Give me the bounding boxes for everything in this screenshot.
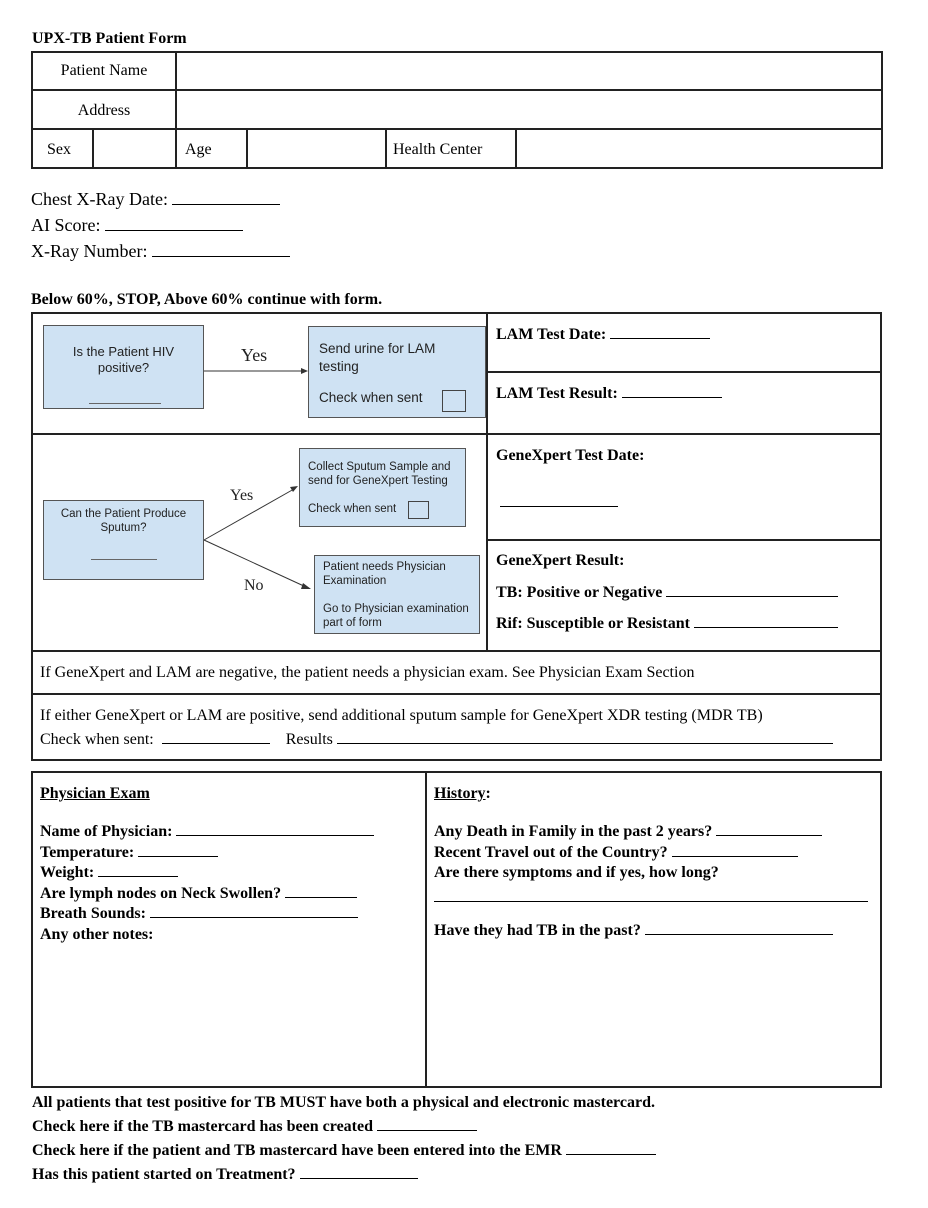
genexpert-check-label: Check when sent — [308, 503, 397, 515]
past-tb-label: Have they had TB in the past? — [434, 922, 641, 939]
physician-referral-text-1: Patient needs Physician Examination — [323, 561, 446, 587]
history-heading-row — [434, 785, 491, 803]
emr-row — [32, 1139, 656, 1163]
mastercard-created-field[interactable] — [377, 1117, 477, 1131]
sputum-yes-label: Yes — [230, 487, 254, 504]
weight-field[interactable] — [98, 863, 178, 877]
sputum-no-label: No — [244, 577, 264, 594]
lymph-nodes-label: Are lymph nodes on Neck Swollen? — [40, 884, 282, 902]
genexpert-sent-checkbox[interactable] — [408, 501, 429, 519]
xdr-check-field[interactable] — [162, 730, 270, 744]
genexpert-action-box — [299, 448, 466, 527]
temperature-row — [40, 843, 374, 864]
form-title: UPX-TB Patient Form — [32, 30, 187, 47]
other-notes-field[interactable] — [40, 950, 420, 1080]
sputum-question-text: Can the Patient Produce Sputum? — [60, 508, 187, 534]
breath-sounds-field[interactable] — [150, 904, 358, 918]
physician-name-label: Name of Physician: — [40, 823, 173, 840]
address-label: Address — [77, 102, 131, 119]
travel-row — [434, 843, 822, 864]
genexpert-result-label: GeneXpert Result: — [496, 552, 625, 569]
travel-field[interactable] — [672, 843, 798, 857]
tb-result-row — [496, 583, 838, 602]
family-death-label: Any Death in Family in the past 2 years? — [434, 823, 713, 840]
lam-check-label: Check when sent — [319, 390, 423, 405]
breath-sounds-label: Breath Sounds: — [40, 905, 146, 922]
weight-label: Weight: — [40, 864, 95, 881]
xdr-results-field[interactable] — [337, 730, 833, 744]
history-heading: History — [434, 785, 486, 802]
lam-result-label: LAM Test Result: — [496, 385, 618, 402]
temperature-field[interactable] — [138, 843, 218, 857]
mastercard-note: All patients that test positive for TB MUST have both a physical and electronic mastercard. — [32, 1094, 655, 1111]
xray-number-label: X-Ray Number: — [31, 241, 148, 261]
health-center-label: Health Center — [393, 141, 483, 158]
physician-name-row — [40, 822, 374, 843]
lymph-nodes-row — [40, 884, 374, 905]
physician-exam-fields — [40, 822, 374, 945]
rif-result-row — [496, 614, 838, 633]
genexpert-date-label: GeneXpert Test Date: — [496, 447, 645, 464]
hiv-question-text: Is the Patient HIV positive? — [72, 344, 175, 375]
tb-result-label: TB: Positive or Negative — [496, 584, 663, 601]
breath-sounds-row — [40, 904, 374, 925]
family-death-row — [434, 822, 822, 843]
hiv-yes-label: Yes — [241, 345, 268, 365]
sex-label: Sex — [47, 141, 71, 158]
treatment-field[interactable] — [300, 1165, 418, 1179]
lam-date-label: LAM Test Date: — [496, 326, 607, 343]
treatment-label: Has this patient started on Treatment? — [32, 1166, 296, 1183]
tb-result-field[interactable] — [666, 583, 838, 597]
other-notes-label: Any other notes: — [40, 925, 154, 943]
temperature-label: Temperature: — [40, 843, 135, 861]
xdr-check-row — [40, 730, 833, 749]
genexpert-date-field[interactable] — [500, 493, 618, 507]
xray-date-label: Chest X-Ray Date: — [31, 189, 168, 209]
age-label: Age — [185, 141, 212, 158]
past-tb-row — [434, 921, 833, 940]
xdr-results-label: Results — [285, 731, 333, 748]
family-death-field[interactable] — [716, 822, 822, 836]
emr-field[interactable] — [566, 1141, 656, 1155]
xdr-check-label: Check when sent: — [40, 731, 154, 748]
lymph-nodes-field[interactable] — [285, 884, 357, 898]
past-tb-field[interactable] — [645, 921, 833, 935]
treatment-row — [32, 1163, 656, 1187]
ai-score-label: AI Score: — [31, 215, 101, 235]
symptoms-field[interactable] — [434, 888, 868, 902]
weight-row — [40, 863, 374, 884]
negative-note: If GeneXpert and LAM are negative, the patient needs a physician exam. See Physician Exam Section — [40, 664, 695, 681]
symptoms-label: Are there symptoms and if yes, how long? — [434, 864, 719, 881]
footer-section — [32, 1091, 656, 1187]
travel-label: Recent Travel out of the Country? — [434, 843, 668, 861]
genexpert-action-text: Collect Sputum Sample and send for GeneXpert Testing — [308, 461, 451, 487]
mastercard-created-label: Check here if the TB mastercard has been created — [32, 1118, 373, 1135]
emr-label: Check here if the patient and TB mastercard have been entered into the EMR — [32, 1142, 562, 1159]
history-heading-colon: : — [485, 785, 491, 802]
lam-action-text: Send urine for LAM testing — [319, 341, 436, 374]
physician-referral-text-2: Go to Physician examination part of form — [323, 603, 469, 629]
physician-exam-heading: Physician Exam — [40, 785, 150, 802]
positive-note: If either GeneXpert or LAM are positive, send additional sputum sample for GeneXpert XDR testing (MDR TB) — [40, 707, 763, 724]
physician-referral-box — [314, 555, 480, 634]
patient-name-label: Patient Name — [60, 62, 148, 79]
physician-name-field[interactable] — [176, 822, 374, 836]
history-fields — [434, 822, 822, 884]
rif-result-label: Rif: Susceptible or Resistant — [496, 615, 690, 632]
rif-result-field[interactable] — [694, 614, 838, 628]
threshold-note: Below 60%, STOP, Above 60% continue with form. — [31, 291, 383, 308]
mastercard-created-row — [32, 1115, 656, 1139]
